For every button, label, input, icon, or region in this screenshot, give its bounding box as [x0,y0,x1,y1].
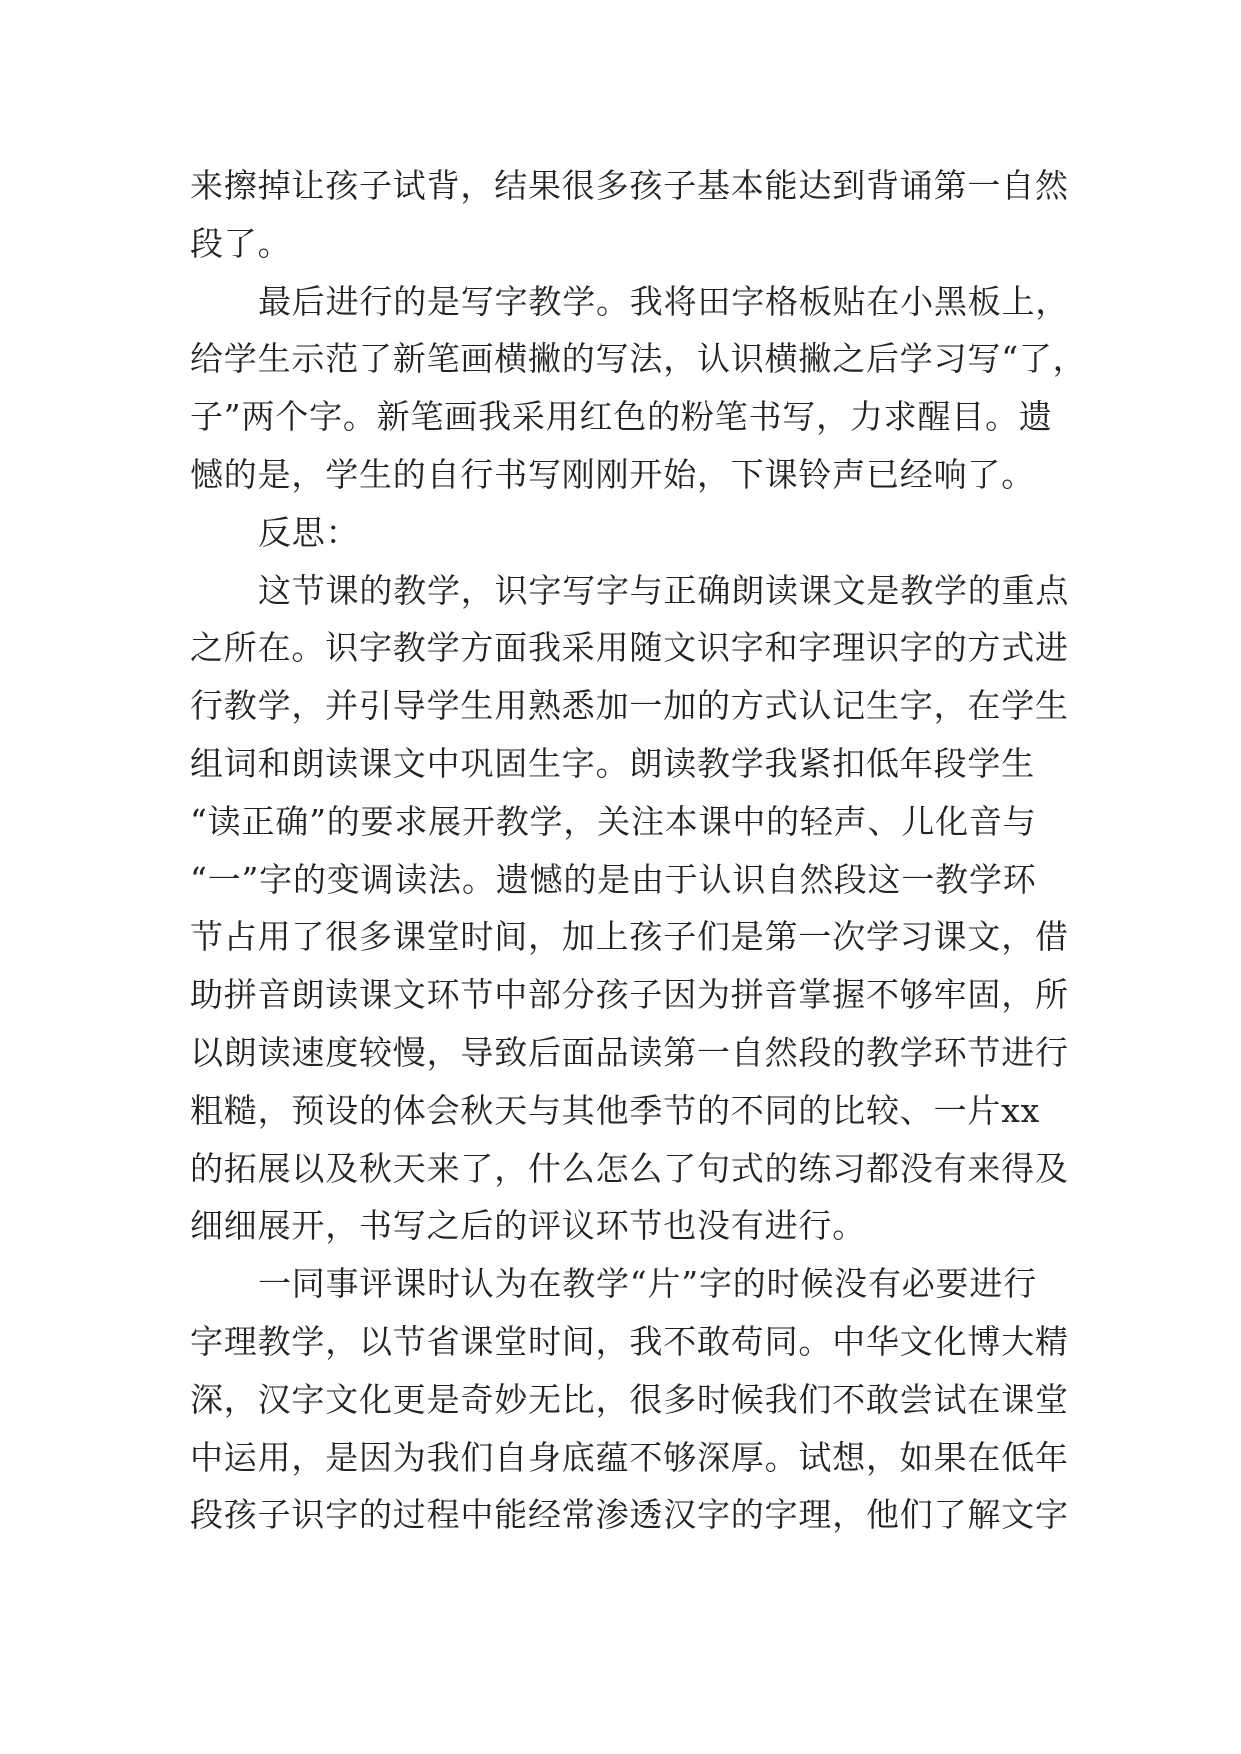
text-line: 段了。 [190,223,292,263]
text-line: 中运用，是因为我们自身底蕴不够深厚。试想，如果在低年 [190,1437,1069,1477]
text-line: 子”两个字。新笔画我采用红色的粉笔书写，力求醒目。遗 [190,397,1053,437]
text-line: 节占用了很多课堂时间，加上孩子们是第一次学习课文，借 [190,917,1069,957]
text-line: 行教学，并引导学生用熟悉加一加的方式认记生字，在学生 [190,686,1069,726]
paragraph-start-line: 这节课的教学，识字写字与正确朗读课文是教学的重点 [258,570,1070,610]
text-line: 细细展开，书写之后的评议环节也没有进行。 [190,1206,866,1246]
text-line: “一”字的变调读法。遗憾的是由于认识自然段这一教学环 [190,859,1037,899]
text-line: 字理教学，以节省课堂时间，我不敢苟同。中华文化博大精 [190,1321,1069,1361]
text-line: 憾的是，学生的自行书写刚刚开始，下课铃声已经响了。 [190,454,1035,494]
text-line: 以朗读速度较慢，导致后面品读第一自然段的教学环节进行 [190,1032,1069,1072]
section-heading: 反思： [258,512,360,552]
text-line: 深，汉字文化更是奇妙无比，很多时候我们不敢尝试在课堂 [190,1379,1069,1419]
text-line: 段孩子识字的过程中能经常渗透汉字的字理，他们了解文字 [190,1495,1069,1535]
text-line: 助拼音朗读课文环节中部分孩子因为拼音掌握不够牢固，所 [190,975,1069,1015]
text-line: 组词和朗读课文中巩固生字。朗读教学我紧扣低年段学生 [190,743,1035,783]
text-line: “读正确”的要求展开教学，关注本课中的轻声、儿化音与 [190,801,1037,841]
text-line: 来擦掉让孩子试背，结果很多孩子基本能达到背诵第一自然 [190,166,1069,205]
document-body [190,157,1087,1544]
text-line: 的拓展以及秋天来了，什么怎么了句式的练习都没有来得及 [190,1148,1069,1188]
paragraph-start-line: 一同事评课时认为在教学“片”字的时候没有必要进行 [258,1264,1037,1304]
text-line: 粗糙，预设的体会秋天与其他季节的不同的比较、一片xx [190,1090,1041,1130]
paragraph-start-line: 最后进行的是写字教学。我将田字格板贴在小黑板上， [258,281,1070,321]
text-line: 之所在。识字教学方面我采用随文识字和字理识字的方式进 [190,628,1069,668]
text-line: 给学生示范了新笔画横撇的写法，认识横撇之后学习写“了， [190,339,1087,379]
